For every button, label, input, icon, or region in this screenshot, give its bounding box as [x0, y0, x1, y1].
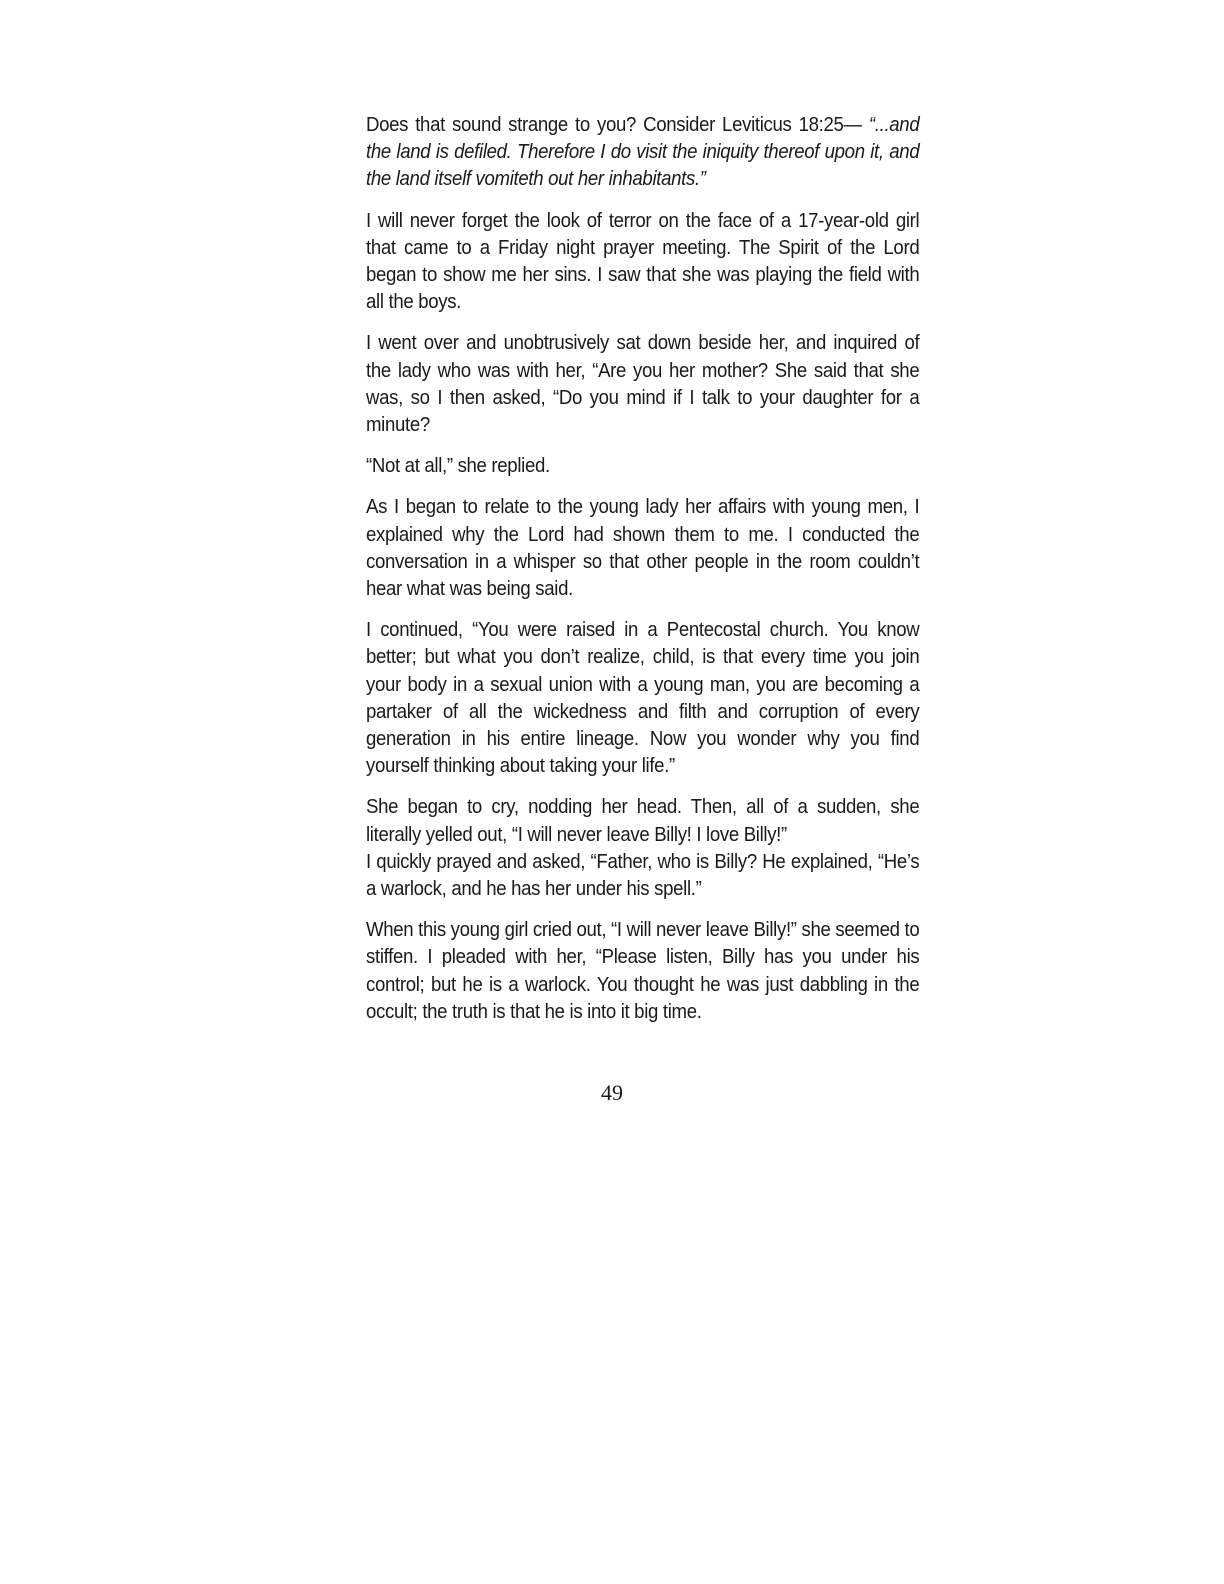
paragraph-1-lead: Does that sound strange to you? Consider Leviticus 18:25—	[366, 114, 862, 136]
paragraph-9: When this young girl cried out, “I will never leave Billy!” she seemed to stiffen. I pleaded with her, “Please listen, Billy has you under his control; but he is a warlock. You thought he was just dabbling in the occult; the truth is that he is into it big time.	[366, 919, 920, 1023]
paragraph-2: I will never forget the look of terror on the face of a 17-year-old girl that came to a Friday night prayer meeting. The Spirit of the Lord began to show me her sins. I saw that she was playing the field with all the boys.	[366, 209, 920, 314]
paragraph-4: “Not at all,” she replied.	[366, 455, 550, 478]
paragraph-5: As I began to relate to the young lady her affairs with young men, I explained why the Lord had shown them to me. I conducted the conversation in a whisper so that other people in the room couldn’t hear what was being said.	[366, 496, 920, 601]
scripture-quote: “...and the land is defiled. Therefore I do visit the iniquity thereof upon it, and the land itself vomiteth out her inhabitants.”	[366, 114, 920, 191]
paragraph-3: I went over and unobtrusively sat down beside her, and inquired of the lady who was with her, “Are you her mother? She said that she was, so I then asked, “Do you mind if I talk to your daughter for a minute?	[366, 332, 920, 437]
paragraph-6: I continued, “You were raised in a Pentecostal church. You know better; but what you don’t realize, child, is that every time you join your body in a sexual union with a young man, you are becoming a partaker of all the wickedness and filth and corruption of every generation in his entire lineage. Now you wonder why you find yourself thinking about taking your life.”	[366, 619, 920, 778]
page-body	[366, 112, 919, 1040]
page-number: 49	[601, 1080, 623, 1105]
paragraph-7: She began to cry, nodding her head. Then, all of a sudden, she literally yelled out, “I will never leave Billy! I love Billy!”	[366, 796, 920, 846]
paragraph-1	[366, 112, 919, 194]
paragraph-8: I quickly prayed and asked, “Father, who is Billy? He explained, “He’s a warlock, and he has her under his spell.”	[366, 850, 920, 901]
